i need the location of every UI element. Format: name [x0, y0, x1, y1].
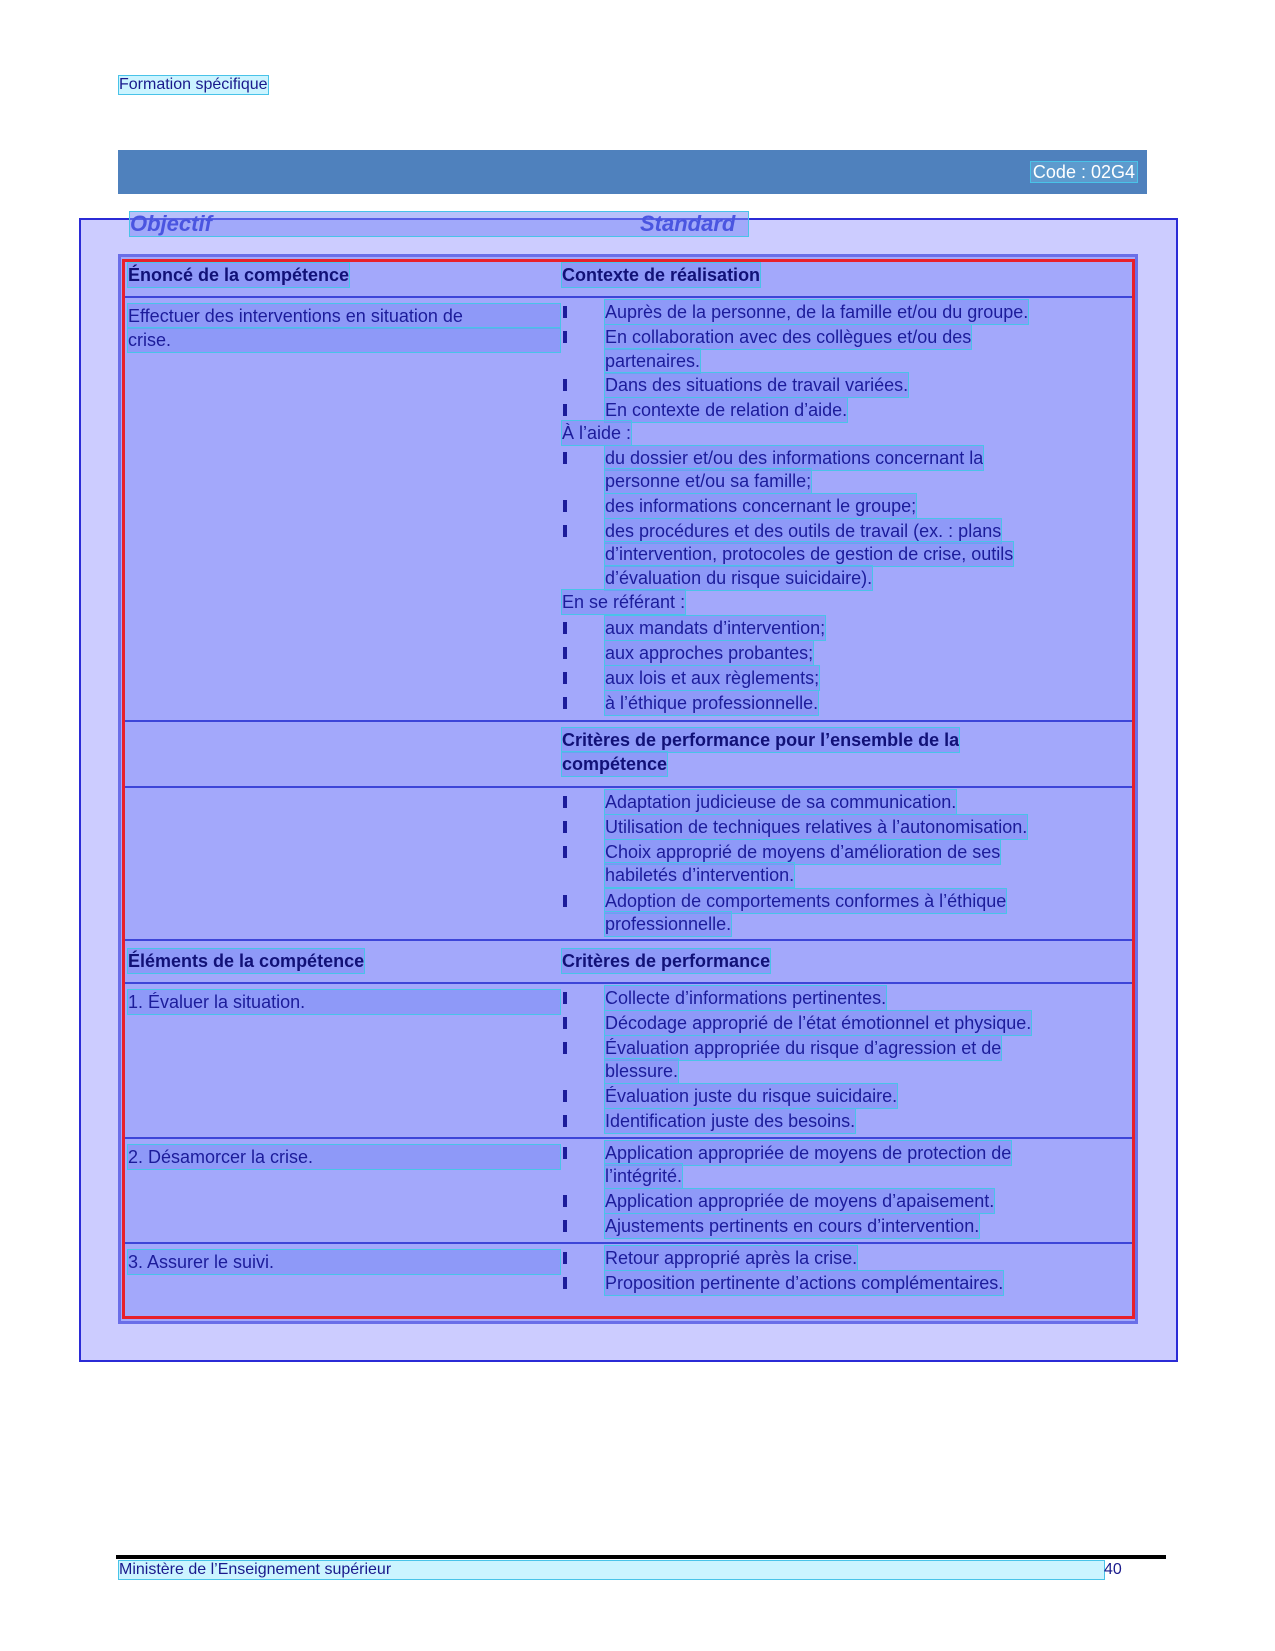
bullet-icon	[563, 500, 567, 512]
list-item: En collaboration avec des collègues et/ou des	[605, 327, 972, 347]
row-divider	[124, 1242, 1132, 1244]
criteres-ensemble-header: Critères de performance pour l’ensemble de la	[562, 730, 960, 750]
row-divider	[124, 786, 1132, 788]
competency-code: Code : 02G4	[1032, 162, 1135, 182]
bullet-icon	[563, 647, 567, 659]
list-item: Adoption de comportements conformes à l’éthique	[605, 891, 1007, 911]
list-item: blessure.	[605, 1061, 679, 1081]
bullet-icon	[563, 1277, 567, 1289]
list-item: partenaires.	[605, 351, 701, 371]
list-item: Choix approprié de moyens d’amélioration de ses	[605, 842, 1001, 862]
bullet-icon	[563, 1115, 567, 1127]
contexte-header: Contexte de réalisation	[562, 265, 761, 285]
list-item: aux lois et aux règlements;	[605, 668, 820, 688]
element-3: 3. Assurer le suivi.	[128, 1250, 560, 1274]
list-item: Proposition pertinente d’actions complémentaires.	[605, 1273, 1004, 1293]
list-item: l’intégrité.	[605, 1166, 683, 1186]
bullet-icon	[563, 1017, 567, 1029]
list-item: Décodage approprié de l’état émotionnel et physique.	[605, 1013, 1032, 1033]
section-label: Formation spécifique	[119, 76, 268, 93]
bullet-icon	[563, 452, 567, 464]
list-item: Évaluation juste du risque suicidaire.	[605, 1086, 898, 1106]
enonce-text: crise.	[128, 328, 560, 352]
code-bar	[118, 150, 1147, 194]
bullet-icon	[563, 672, 567, 684]
element-1: 1. Évaluer la situation.	[128, 990, 560, 1014]
list-item: Auprès de la personne, de la famille et/ou du groupe.	[605, 302, 1029, 322]
list-item: aux mandats d’intervention;	[605, 618, 826, 638]
list-item: En contexte de relation d’aide.	[605, 400, 848, 420]
list-item: à l’éthique professionnelle.	[605, 693, 819, 713]
tab-standard[interactable]: Standard	[640, 211, 736, 236]
list-item: Collecte d’informations pertinentes.	[605, 988, 887, 1008]
bullet-icon	[563, 306, 567, 318]
bullet-icon	[563, 331, 567, 343]
tab-objectif[interactable]: Objectif	[130, 211, 212, 236]
list-item: Application appropriée de moyens de protection de	[605, 1143, 1012, 1163]
row-divider	[124, 1137, 1132, 1139]
list-item: personne et/ou sa famille;	[605, 471, 812, 491]
bullet-icon	[563, 992, 567, 1004]
row-divider	[124, 296, 1132, 298]
list-item: des informations concernant le groupe;	[605, 496, 917, 516]
row-divider	[124, 720, 1132, 722]
bullet-icon	[563, 404, 567, 416]
bullet-icon	[563, 1195, 567, 1207]
bullet-icon	[563, 821, 567, 833]
bullet-icon	[563, 1042, 567, 1054]
tabs-row	[130, 212, 748, 236]
elements-header: Éléments de la compétence	[128, 951, 365, 971]
bullet-icon	[563, 525, 567, 537]
list-item: Ajustements pertinents en cours d’intervention.	[605, 1216, 980, 1236]
list-item: aux approches probantes;	[605, 643, 814, 663]
list-item: Identification juste des besoins.	[605, 1111, 856, 1131]
list-item: Adaptation judicieuse de sa communication.	[605, 792, 957, 812]
enonce-header: Énoncé de la compétence	[128, 265, 350, 285]
bullet-icon	[563, 1090, 567, 1102]
element-2: 2. Désamorcer la crise.	[128, 1145, 560, 1169]
row-divider	[124, 939, 1132, 941]
list-item: Dans des situations de travail variées.	[605, 375, 909, 395]
bullet-icon	[563, 697, 567, 709]
list-item: Utilisation de techniques relatives à l’autonomisation.	[605, 817, 1028, 837]
bullet-icon	[563, 379, 567, 391]
list-item: professionnelle.	[605, 914, 732, 934]
bullet-icon	[563, 622, 567, 634]
footer-ministry: Ministère de l’Enseignement supérieur	[119, 1561, 1104, 1579]
list-item: habiletés d’intervention.	[605, 865, 795, 885]
en-se-referant-label: En se référant :	[562, 592, 686, 612]
bullet-icon	[563, 796, 567, 808]
list-item: Application appropriée de moyens d’apaisement.	[605, 1191, 995, 1211]
criteres-header: Critères de performance	[562, 951, 771, 971]
list-item: d’évaluation du risque suicidaire).	[605, 568, 873, 588]
criteres-ensemble-header: compétence	[562, 754, 668, 774]
bullet-icon	[563, 846, 567, 858]
page-number: 40	[1104, 1561, 1122, 1578]
enonce-text: Effectuer des interventions en situation de	[128, 304, 560, 328]
list-item: des procédures et des outils de travail (ex. : plans	[605, 521, 1002, 541]
list-item: Retour approprié après la crise.	[605, 1248, 858, 1268]
footer-rule	[116, 1555, 1166, 1559]
bullet-icon	[563, 895, 567, 907]
list-item: Évaluation appropriée du risque d’agression et de	[605, 1038, 1002, 1058]
a-laide-label: À l’aide :	[562, 423, 632, 443]
bullet-icon	[563, 1147, 567, 1159]
list-item: d’intervention, protocoles de gestion de crise, outils	[605, 544, 1014, 564]
row-divider	[124, 982, 1132, 984]
bullet-icon	[563, 1252, 567, 1264]
bullet-icon	[563, 1220, 567, 1232]
list-item: du dossier et/ou des informations concernant la	[605, 448, 984, 468]
